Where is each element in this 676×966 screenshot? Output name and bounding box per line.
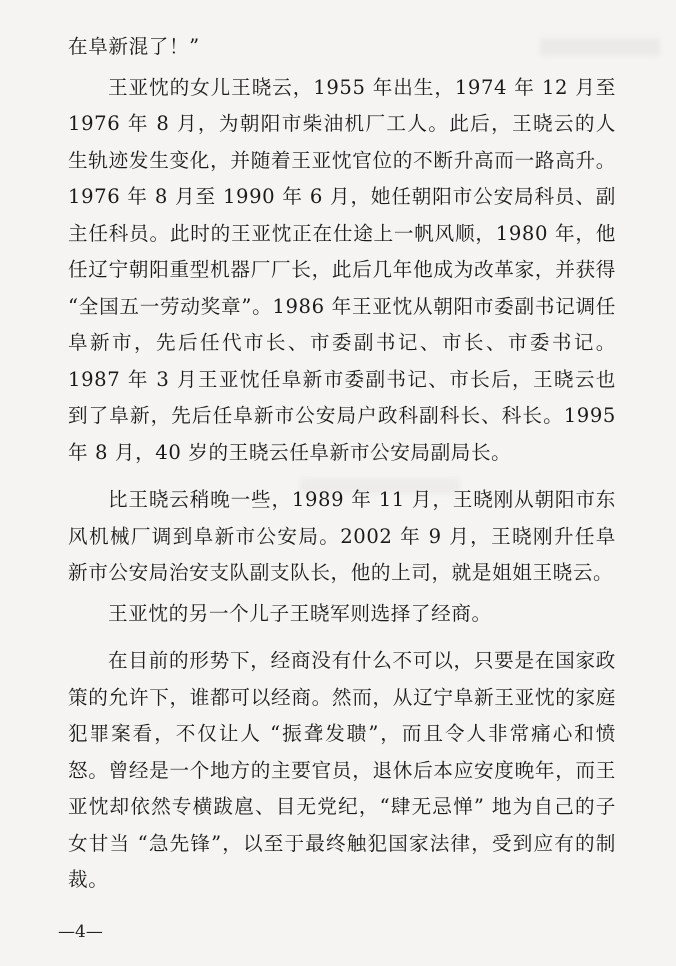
paragraph-wang-xiaogang: 比王晓云稍晚一些，1989 年 11 月，王晓刚从朝阳市东风机械厂调到阜新市公安局。2002 年 9 月，王晓刚升任阜新市公安局治安支队副支队长，他的上司，就是姐姐王晓云。 <box>68 488 616 584</box>
paragraph-wang-xiaojun: 王亚忱的另一个儿子王晓军则选择了经商。 <box>108 601 492 625</box>
paragraph-commentary: 在目前的形势下，经商没有什么不可以，只要是在国家政策的允许下，谁都可以经商。然而，从辽宁阜新王亚忱的家庭犯罪案看，不仅让人 “振聋发聩”，而且令人非常痛心和愤怒。曾经是一个地方的主要官员，退休后本应安度晚年，而王亚忱却依然专横跋扈、目无党纪，“肆无忌惮” 地为自己的子女甘当 “急先锋”，以至于最终触犯国家法律，受到应有的制裁。 <box>68 649 616 891</box>
paragraph-wang-xiaoyun: 王亚忱的女儿王晓云，1955 年出生，1974 年 12 月至 1976 年 8 月，为朝阳市柴油机厂工人。此后，王晓云的人生轨迹发生变化，并随着王亚忱官位的不断升高而一路高升。1976 年 8 月至 1990 年 6 月，她任朝阳市公安局科员、副主任科员。此时的王亚忱正在仕途上一帆风顺，1980 年，他任辽宁朝阳重型机器厂厂长，此后几年他成为改革家，并获得 “全国五一劳动奖章”。1986 年王亚忱从朝阳市委副书记调任阜新市，先后任代市长、市委副书记、市长、市委书记。1987 年 3 月王亚忱任阜新市委副书记、市长后，王晓云也到了阜新，先后任阜新市公安局户政科副科长、科长。1995 年 8 月，40 岁的王晓云任阜新市公安局副局长。 <box>68 75 616 464</box>
body-text <box>68 29 616 899</box>
page-number: —4— <box>58 922 103 942</box>
paragraph-continuation: 在阜新混了！” <box>68 35 200 58</box>
